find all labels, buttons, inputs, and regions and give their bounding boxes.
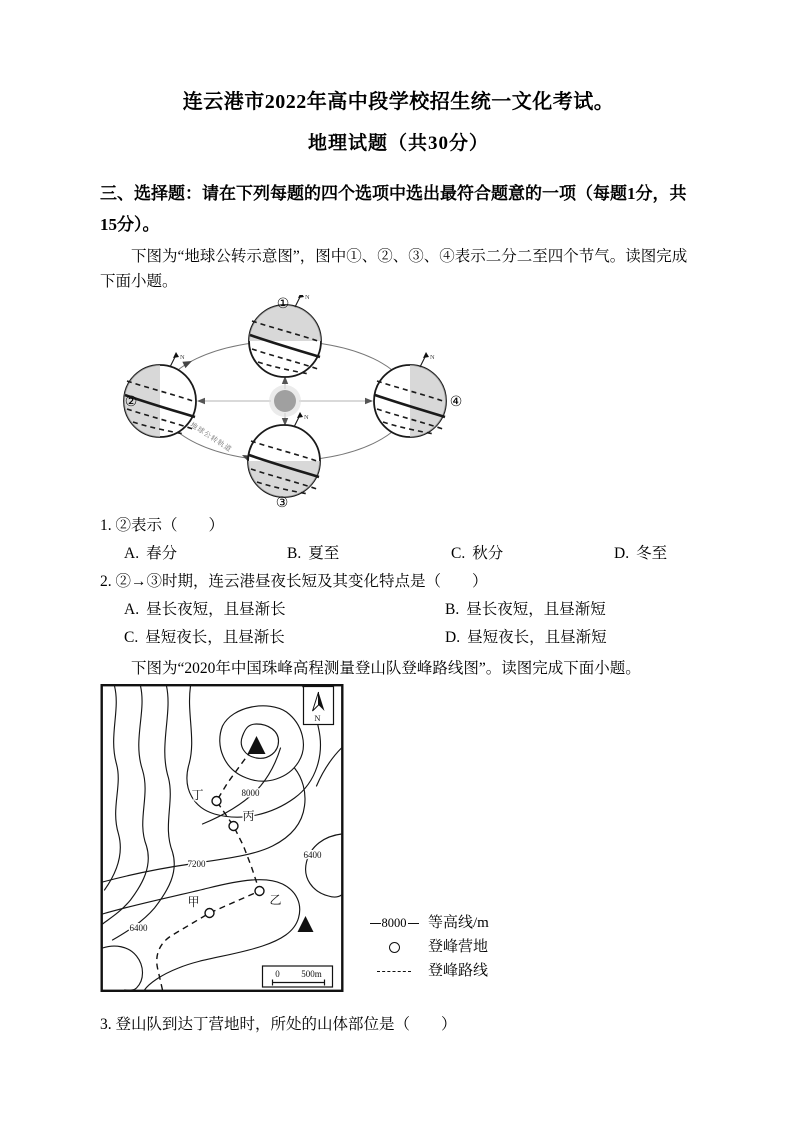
contour-map-svg [100,684,344,992]
option-text: 秋分 [472,545,504,562]
camp-bing-icon [229,822,238,831]
option-text: 昼长夜短，且昼渐长 [146,601,286,618]
option-text: 昼短夜长，且昼渐短 [467,629,607,646]
question-3: 3. 登山队到达丁营地时，所处的山体部位是（ ） [100,1016,457,1033]
question-2-options-row-1 [100,596,697,624]
option-key: C. [451,545,466,562]
legend-route-row [366,960,489,982]
legend-route-label: 登峰路线 [428,963,489,979]
camp-ding-icon [212,797,221,806]
question-2-options-row-2 [100,624,697,652]
route-symbol [366,971,422,972]
section-heading: 三、选择题：请在下列每题的四个选项中选出最符合题意的一项（每题1分，共15分）。 [100,184,687,234]
earth-globe-3 [248,412,320,497]
legend-camp-label: 登峰营地 [428,939,489,955]
q1-option-c [451,540,614,568]
contour-label-6400-left: 6400 [129,923,148,933]
contour-map-figure [100,684,697,992]
q2-option-a [124,596,445,624]
map-legend [366,910,489,982]
option-key: B. [445,601,460,618]
contour-line-symbol [366,917,422,929]
camp-bing-label: 丙 [242,809,255,823]
option-key: C. [124,629,139,646]
option-text: 夏至 [308,545,340,562]
position-label-3: ③ [275,495,289,510]
contour-dash-icon [370,923,381,924]
ray-arrow-icon [365,398,373,404]
contour-map [100,684,344,992]
q1-option-a [124,540,287,568]
contour-label-8000: 8000 [241,788,260,798]
camp-yi-icon [255,887,264,896]
earth-revolution-diagram [108,295,468,510]
position-label-2: ② [124,394,138,410]
q2-option-d [445,624,697,652]
option-key: B. [287,545,302,562]
sun-icon [274,390,296,412]
contour-label-7200: 7200 [187,859,206,869]
contour-dash-icon [408,923,419,924]
question-1: 1. ②表示（ ） [100,517,225,534]
position-label-1: ① [276,296,290,312]
q2-option-c [124,624,445,652]
q1-option-b [287,540,451,568]
page-title: 连云港市2022年高中段学校招生统一文化考试。 [182,91,615,113]
option-key: D. [614,545,630,562]
option-text: 昼长夜短，且昼渐短 [466,601,606,618]
camp-symbol [366,942,422,953]
axis-arrow-icon [423,352,429,358]
question-2: 2. ②→③时期，连云港昼夜长短及其变化特点是（ ） [100,573,488,590]
legend-camp-row [366,936,489,958]
axis-north-label: N [180,354,185,361]
axis-arrow-icon [298,295,304,298]
legend-contour-label: 等高线/m [428,915,489,931]
axis-north-label: N [304,414,309,421]
position-label-4: ④ [449,394,463,410]
north-arrow [304,687,334,725]
question-1-options [100,540,697,568]
intro-map-paragraph: 下图为“2020年中国珠峰高程测量登山队登峰路线图”。读图完成下面小题。 [131,660,641,677]
north-label: N [314,713,321,723]
legend-contour-row [366,912,489,934]
scale-zero: 0 [275,969,280,979]
option-key: D. [445,629,461,646]
q2-option-b [445,596,697,624]
option-text: 春分 [146,545,178,562]
camp-ding-label: 丁 [191,788,204,802]
ray-arrow-icon [197,398,205,404]
option-key: A. [124,601,140,618]
axis-north-label: N [430,354,435,361]
scale-distance: 500m [301,969,322,979]
orbit-label: 地球公转轨道 [188,420,234,454]
axis-arrow-icon [173,352,179,358]
axis-arrow-icon [297,412,303,418]
camp-jia-icon [205,909,214,918]
option-text: 冬至 [636,545,668,562]
page-subtitle: 地理试题（共30分） [307,133,489,154]
q1-option-d [614,540,697,568]
map-frame [102,685,343,991]
intro-orbit-paragraph: 下图为“地球公转示意图”，图中①、②、③、④表示二分二至四个节气。读图完成下面小题。 [100,248,688,290]
route-dashes-icon [377,971,411,972]
camp-jia-label: 甲 [187,895,200,909]
legend-contour-value: 8000 [381,916,407,930]
axis-north-label: N [305,295,310,301]
scale-bar [263,966,333,987]
camp-circle-icon [389,942,400,953]
contour-label-6400-right: 6400 [303,850,322,860]
earth-revolution-svg [108,295,468,510]
option-text: 昼短夜长，且昼渐长 [145,629,285,646]
camp-yi-label: 乙 [269,893,282,907]
option-key: A. [124,545,140,562]
